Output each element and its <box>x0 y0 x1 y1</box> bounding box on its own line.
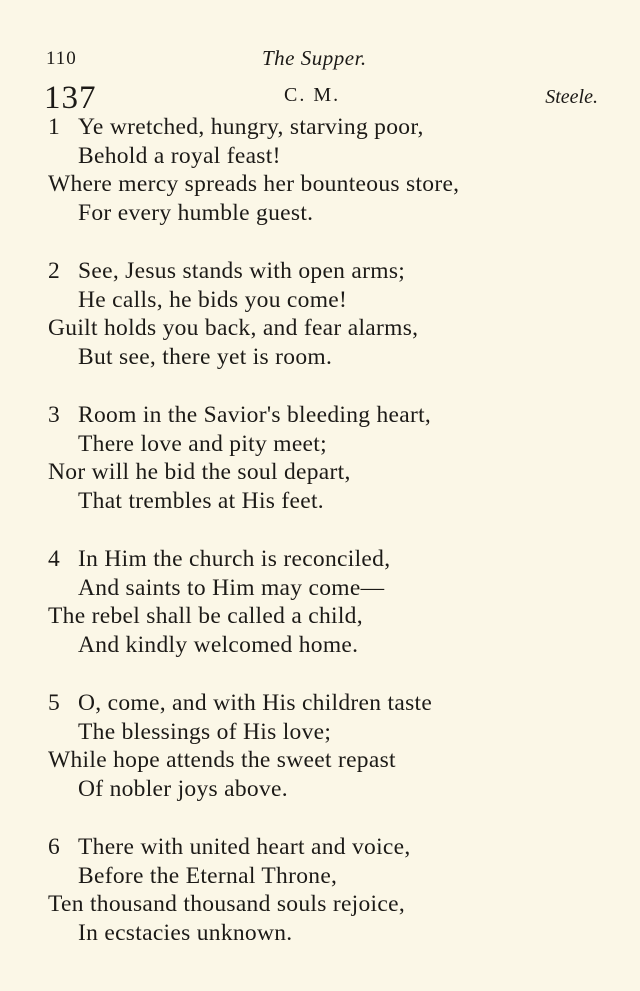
hymn-number: 137 <box>44 80 97 116</box>
verse-line-text: See, Jesus stands with open arms; <box>78 258 406 284</box>
verse-list <box>0 113 640 977</box>
verse-line-text: Ye wretched, hungry, starving poor, <box>78 114 424 140</box>
verse-line: While hope attends the sweet repast <box>48 747 396 773</box>
verse-line <box>0 833 640 862</box>
verse-line: That trembles at His feet. <box>78 487 324 514</box>
verse-line: The blessings of His love; <box>78 718 332 745</box>
verse-1 <box>0 113 640 227</box>
verse-line: And saints to Him may come— <box>78 574 385 601</box>
verse-line: Behold a royal feast! <box>78 142 281 169</box>
verse-line <box>0 401 640 430</box>
verse-line: Where mercy spreads her bounteous store, <box>48 171 460 197</box>
verse-line <box>0 257 640 286</box>
verse-number: 1 <box>48 114 61 140</box>
running-head <box>0 46 640 74</box>
verse-line: Guilt holds you back, and fear alarms, <box>48 315 419 341</box>
running-title: The Supper. <box>262 46 367 70</box>
verse-6 <box>0 833 640 947</box>
verse-line: Ten thousand thousand souls rejoice, <box>48 891 406 917</box>
verse-line: And kindly welcomed home. <box>78 631 359 658</box>
verse-number: 3 <box>48 402 61 428</box>
verse-line: But see, there yet is room. <box>78 343 333 370</box>
verse-line-text: Room in the Savior's bleeding heart, <box>78 402 432 428</box>
verse-line: There love and pity meet; <box>78 430 327 457</box>
verse-line-text: There with united heart and voice, <box>78 834 411 860</box>
verse-line: The rebel shall be called a child, <box>48 603 363 629</box>
verse-line-text: O, come, and with His children taste <box>78 690 433 716</box>
verse-line: He calls, he bids you come! <box>78 286 348 313</box>
verse-3 <box>0 401 640 515</box>
verse-line: Of nobler joys above. <box>78 775 288 802</box>
verse-number: 2 <box>48 258 61 284</box>
hymn-meter: C. M. <box>284 84 341 106</box>
verse-5 <box>0 689 640 803</box>
verse-line <box>0 689 640 718</box>
verse-line: In ecstacies unknown. <box>78 919 293 946</box>
verse-number: 4 <box>48 546 61 572</box>
verse-line: Nor will he bid the soul depart, <box>48 459 351 485</box>
verse-line <box>0 113 640 142</box>
verse-2 <box>0 257 640 371</box>
verse-line: For every humble guest. <box>78 199 314 226</box>
page-number: 110 <box>46 48 77 69</box>
verse-4 <box>0 545 640 659</box>
verse-number: 6 <box>48 834 61 860</box>
verse-number: 5 <box>48 690 61 716</box>
verse-line: Before the Eternal Throne, <box>78 862 338 889</box>
verse-line-text: In Him the church is reconciled, <box>78 546 391 572</box>
hymn-header <box>0 80 640 116</box>
hymn-author: Steele. <box>545 86 598 108</box>
verse-line <box>0 545 640 574</box>
